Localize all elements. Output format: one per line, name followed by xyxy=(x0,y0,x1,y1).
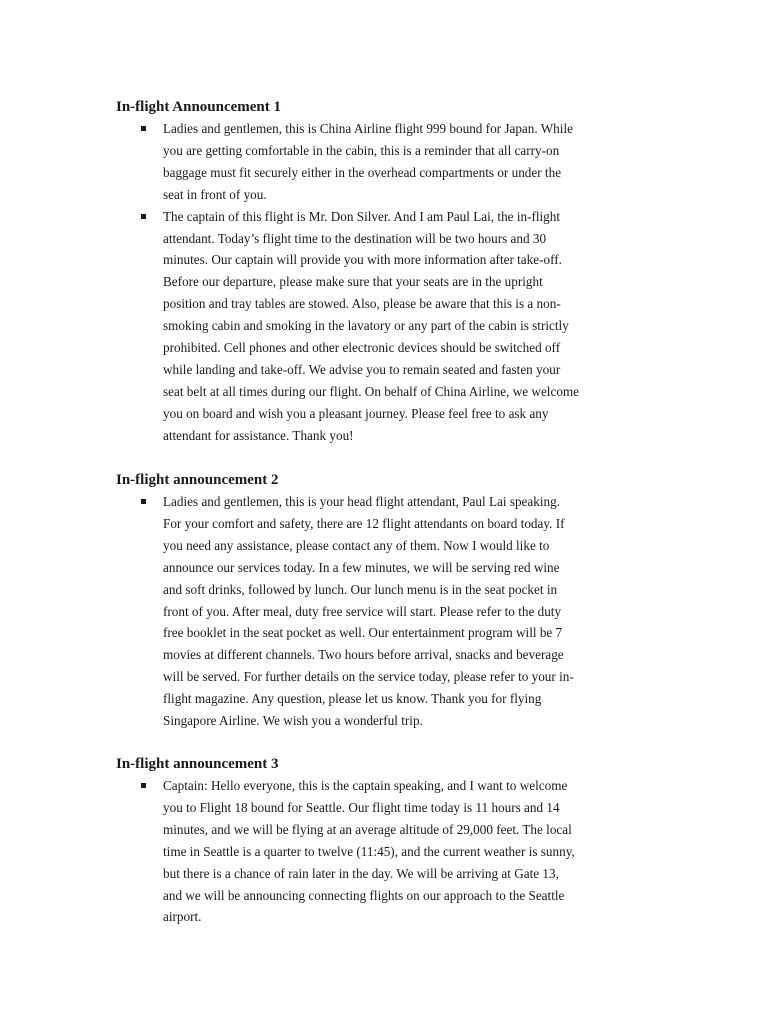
text-line: front of you. After meal, duty free service will start. Please refer to the duty xyxy=(163,603,562,619)
text-line: Ladies and gentlemen, this is your head flight attendant, Paul Lai speaking. xyxy=(163,494,560,509)
announcement-2-section xyxy=(116,469,656,732)
text-line: minutes. Our captain will provide you with more information after take-off. xyxy=(163,252,562,268)
text-line: attendant for assistance. Thank you! xyxy=(163,427,354,443)
text-line: attendant. Today’s flight time to the destination will be two hours and 30 xyxy=(163,230,547,246)
square-bullet-icon xyxy=(141,214,146,219)
announcement-1-list xyxy=(116,118,656,447)
text-line: but there is a chance of rain later in the day. We will be arriving at Gate 13, xyxy=(163,865,559,881)
text-line: and soft drinks, followed by lunch. Our lunch menu is in the seat pocket in xyxy=(163,581,558,597)
square-bullet-icon xyxy=(141,783,146,788)
text-line: flight magazine. Any question, please let us know. Thank you for flying xyxy=(163,691,542,707)
text-line: Captain: Hello everyone, this is the captain speaking, and I want to welcome xyxy=(163,778,568,793)
text-line: position and tray tables are stowed. Also, please be aware that this is a non- xyxy=(163,296,561,312)
text-line: minutes, and we will be flying at an average altitude of 29,000 feet. The local xyxy=(163,821,572,837)
text-line: you to Flight 18 bound for Seattle. Our flight time today is 11 hours and 14 xyxy=(163,799,560,815)
text-line: seat in front of you. xyxy=(163,186,267,202)
text-line: time in Seattle is a quarter to twelve (11:45), and the current weather is sunny, xyxy=(163,843,575,859)
list-item xyxy=(116,775,656,928)
announcement-1-heading: In-flight Announcement 1 xyxy=(116,99,282,115)
text-line: prohibited. Cell phones and other electronic devices should be switched off xyxy=(163,340,561,356)
text-line: baggage must fit securely either in the overhead compartments or under the xyxy=(163,164,562,180)
text-line: Before our departure, please make sure that your seats are in the upright xyxy=(163,274,543,290)
list-item xyxy=(116,118,656,206)
text-line: while landing and take-off. We advise you to remain seated and fasten your xyxy=(163,361,561,377)
text-line: announce our services today. In a few minutes, we will be serving red wine xyxy=(163,559,560,575)
text-line: For your comfort and safety, there are 12 flight attendants on board today. If xyxy=(163,515,565,531)
text-line: you are getting comfortable in the cabin, this is a reminder that all carry-on xyxy=(163,142,560,158)
text-line: you on board and wish you a pleasant journey. Please feel free to ask any xyxy=(163,405,549,421)
square-bullet-icon xyxy=(141,126,146,131)
announcement-3-list xyxy=(116,775,656,928)
text-line: movies at different channels. Two hours before arrival, snacks and beverage xyxy=(163,647,564,663)
text-line: The captain of this flight is Mr. Don Silver. And I am Paul Lai, the in-flight xyxy=(163,208,561,224)
announcement-1-section xyxy=(116,96,656,447)
text-line: airport. xyxy=(163,909,202,925)
text-line: and we will be announcing connecting flights on our approach to the Seattle xyxy=(163,887,565,903)
text-line: seat belt at all times during our flight. On behalf of China Airline, we welcome xyxy=(163,383,580,399)
list-item xyxy=(116,206,656,447)
announcement-3-section xyxy=(116,753,656,928)
list-item xyxy=(116,491,656,732)
text-line: Singapore Airline. We wish you a wonderful trip. xyxy=(163,713,423,729)
text-line: free booklet in the seat pocket as well. Our entertainment program will be 7 xyxy=(163,625,563,641)
announcement-3-heading: In-flight announcement 3 xyxy=(116,756,279,772)
text-line: will be served. For further details on the service today, please refer to your in- xyxy=(163,669,574,685)
text-line: Ladies and gentlemen, this is China Airline flight 999 bound for Japan. While xyxy=(163,121,573,136)
square-bullet-icon xyxy=(141,499,146,504)
text-line: you need any assistance, please contact any of them. Now I would like to xyxy=(163,537,550,553)
announcement-2-list xyxy=(116,491,656,732)
text-line: smoking cabin and smoking in the lavatory or any part of the cabin is strictly xyxy=(163,318,569,334)
announcement-2-heading: In-flight announcement 2 xyxy=(116,472,279,488)
